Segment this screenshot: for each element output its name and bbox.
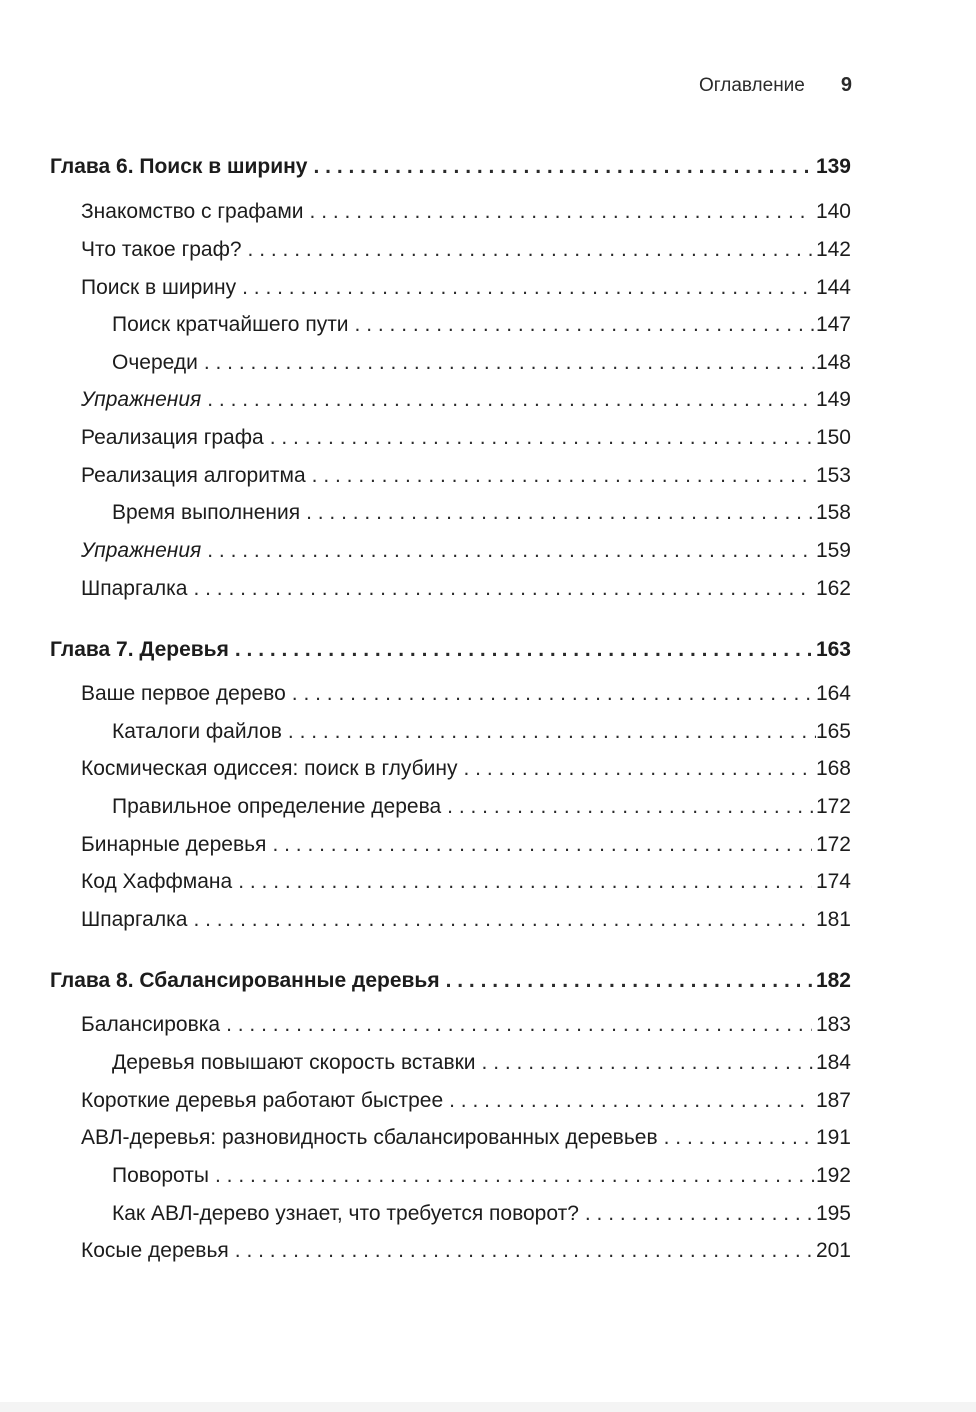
toc-title: Глава 8. Сбалансированные деревья bbox=[50, 969, 440, 992]
dot-leader bbox=[306, 498, 816, 528]
dot-leader bbox=[314, 152, 812, 182]
toc-page: 174 bbox=[815, 870, 851, 893]
toc-chapter bbox=[50, 966, 851, 996]
toc-title: Реализация графа bbox=[81, 426, 264, 449]
dot-leader bbox=[585, 1199, 816, 1229]
dot-leader bbox=[446, 966, 812, 996]
toc-title: Косые деревья bbox=[81, 1239, 229, 1262]
toc-title: Балансировка bbox=[81, 1013, 221, 1036]
toc-title: Как АВЛ-дерево узнает, что требуется поворот? bbox=[112, 1202, 579, 1225]
toc-entry bbox=[81, 1123, 851, 1153]
toc-entry bbox=[81, 461, 851, 491]
toc-subentry bbox=[112, 498, 851, 528]
toc-page: 168 bbox=[815, 757, 851, 780]
toc-page: 149 bbox=[815, 388, 851, 411]
toc-title: Космическая одиссея: поиск в глубину bbox=[81, 757, 458, 780]
toc-page: 181 bbox=[815, 908, 851, 931]
toc-subentry bbox=[112, 1199, 851, 1229]
toc-page: 150 bbox=[815, 426, 851, 449]
toc-page: 183 bbox=[815, 1013, 851, 1036]
toc-entry bbox=[81, 905, 851, 935]
dot-leader bbox=[664, 1123, 812, 1153]
toc-entry bbox=[81, 867, 851, 897]
toc-entry bbox=[81, 235, 851, 265]
toc-page: 201 bbox=[815, 1239, 851, 1262]
dot-leader bbox=[248, 235, 812, 265]
dot-leader bbox=[312, 461, 812, 491]
toc-entry bbox=[81, 754, 851, 784]
toc-page: 191 bbox=[815, 1126, 851, 1149]
toc-subentry bbox=[112, 348, 851, 378]
toc-page: 195 bbox=[815, 1202, 851, 1225]
toc-entry bbox=[81, 273, 851, 303]
dot-leader bbox=[447, 792, 816, 822]
dot-leader bbox=[292, 679, 812, 709]
toc-entry bbox=[81, 574, 851, 604]
dot-leader bbox=[193, 574, 812, 604]
toc-page: 164 bbox=[815, 682, 851, 705]
toc-page: 142 bbox=[815, 238, 851, 261]
dot-leader bbox=[204, 348, 816, 378]
toc-page: 172 bbox=[815, 833, 851, 856]
toc-title: Бинарные деревья bbox=[81, 833, 267, 856]
dot-leader bbox=[310, 197, 812, 227]
dot-leader bbox=[207, 536, 812, 566]
dot-leader bbox=[193, 905, 812, 935]
dot-leader bbox=[215, 1161, 816, 1191]
dot-leader bbox=[288, 717, 816, 747]
toc-title: Реализация алгоритма bbox=[81, 464, 306, 487]
toc-subentry bbox=[112, 310, 851, 340]
toc-subentry bbox=[112, 717, 851, 747]
toc-title: Поиск кратчайшего пути bbox=[112, 313, 349, 336]
toc-page: 182 bbox=[815, 969, 851, 992]
toc-title: Короткие деревья работают быстрее bbox=[81, 1089, 444, 1112]
toc-title: Код Хаффмана bbox=[81, 870, 233, 893]
toc-page: 148 bbox=[815, 351, 851, 374]
toc-title: Глава 7. Деревья bbox=[50, 638, 229, 661]
toc-title: Упражнения bbox=[81, 539, 202, 562]
toc-title: Деревья повышают скорость вставки bbox=[112, 1051, 476, 1074]
toc-title: Глава 6. Поиск в ширину bbox=[50, 155, 308, 178]
toc-title: Что такое граф? bbox=[81, 238, 242, 261]
toc-page: 144 bbox=[815, 276, 851, 299]
toc-entry bbox=[81, 1010, 851, 1040]
toc-title: Правильное определение дерева bbox=[112, 795, 442, 818]
toc-page: 147 bbox=[815, 313, 851, 336]
toc-page: 153 bbox=[815, 464, 851, 487]
toc-subentry bbox=[112, 1161, 851, 1191]
toc-entry bbox=[81, 1236, 851, 1266]
toc-entry bbox=[81, 423, 851, 453]
toc-title: Поиск в ширину bbox=[81, 276, 237, 299]
toc-chapter bbox=[50, 635, 851, 665]
dot-leader bbox=[449, 1086, 812, 1116]
toc-page: 158 bbox=[815, 501, 851, 524]
dot-leader bbox=[242, 273, 812, 303]
page-number: 9 bbox=[840, 74, 852, 96]
toc-title: Знакомство с графами bbox=[81, 200, 304, 223]
toc-page: 159 bbox=[815, 539, 851, 562]
toc-title: Очереди bbox=[112, 351, 198, 374]
toc-title: Ваше первое дерево bbox=[81, 682, 286, 705]
toc-entry bbox=[81, 385, 851, 415]
toc-page: 163 bbox=[815, 638, 851, 661]
toc-entry bbox=[81, 830, 851, 860]
dot-leader bbox=[272, 830, 812, 860]
toc-entry bbox=[81, 536, 851, 566]
page-bottom-edge bbox=[0, 1402, 976, 1412]
toc-page: 139 bbox=[815, 155, 851, 178]
toc-page: 172 bbox=[815, 795, 851, 818]
dot-leader bbox=[464, 754, 812, 784]
toc-page: 140 bbox=[815, 200, 851, 223]
toc-subentry bbox=[112, 1048, 851, 1078]
toc-title: Шпаргалка bbox=[81, 577, 188, 600]
toc-title: Упражнения bbox=[81, 388, 202, 411]
dot-leader bbox=[226, 1010, 812, 1040]
toc-entry bbox=[81, 1086, 851, 1116]
toc-page: 165 bbox=[815, 720, 851, 743]
toc-title: Каталоги файлов bbox=[112, 720, 282, 743]
dot-leader bbox=[482, 1048, 816, 1078]
toc-page: 192 bbox=[815, 1164, 851, 1187]
toc-title: Повороты bbox=[112, 1164, 209, 1187]
toc-entry bbox=[81, 679, 851, 709]
dot-leader bbox=[235, 1236, 812, 1266]
running-header-title: Оглавление bbox=[698, 75, 805, 96]
toc-title: Шпаргалка bbox=[81, 908, 188, 931]
dot-leader bbox=[238, 867, 812, 897]
dot-leader bbox=[355, 310, 816, 340]
dot-leader bbox=[235, 635, 812, 665]
toc-page: 162 bbox=[815, 577, 851, 600]
toc-subentry bbox=[112, 792, 851, 822]
dot-leader bbox=[207, 385, 812, 415]
dot-leader bbox=[270, 423, 812, 453]
running-header bbox=[699, 74, 852, 97]
toc-page: 187 bbox=[815, 1089, 851, 1112]
toc-page: 184 bbox=[815, 1051, 851, 1074]
toc-entry bbox=[81, 197, 851, 227]
toc-title: Время выполнения bbox=[112, 501, 301, 524]
toc-chapter bbox=[50, 152, 851, 182]
toc-title: АВЛ-деревья: разновидность сбалансированных деревьев bbox=[81, 1126, 658, 1149]
